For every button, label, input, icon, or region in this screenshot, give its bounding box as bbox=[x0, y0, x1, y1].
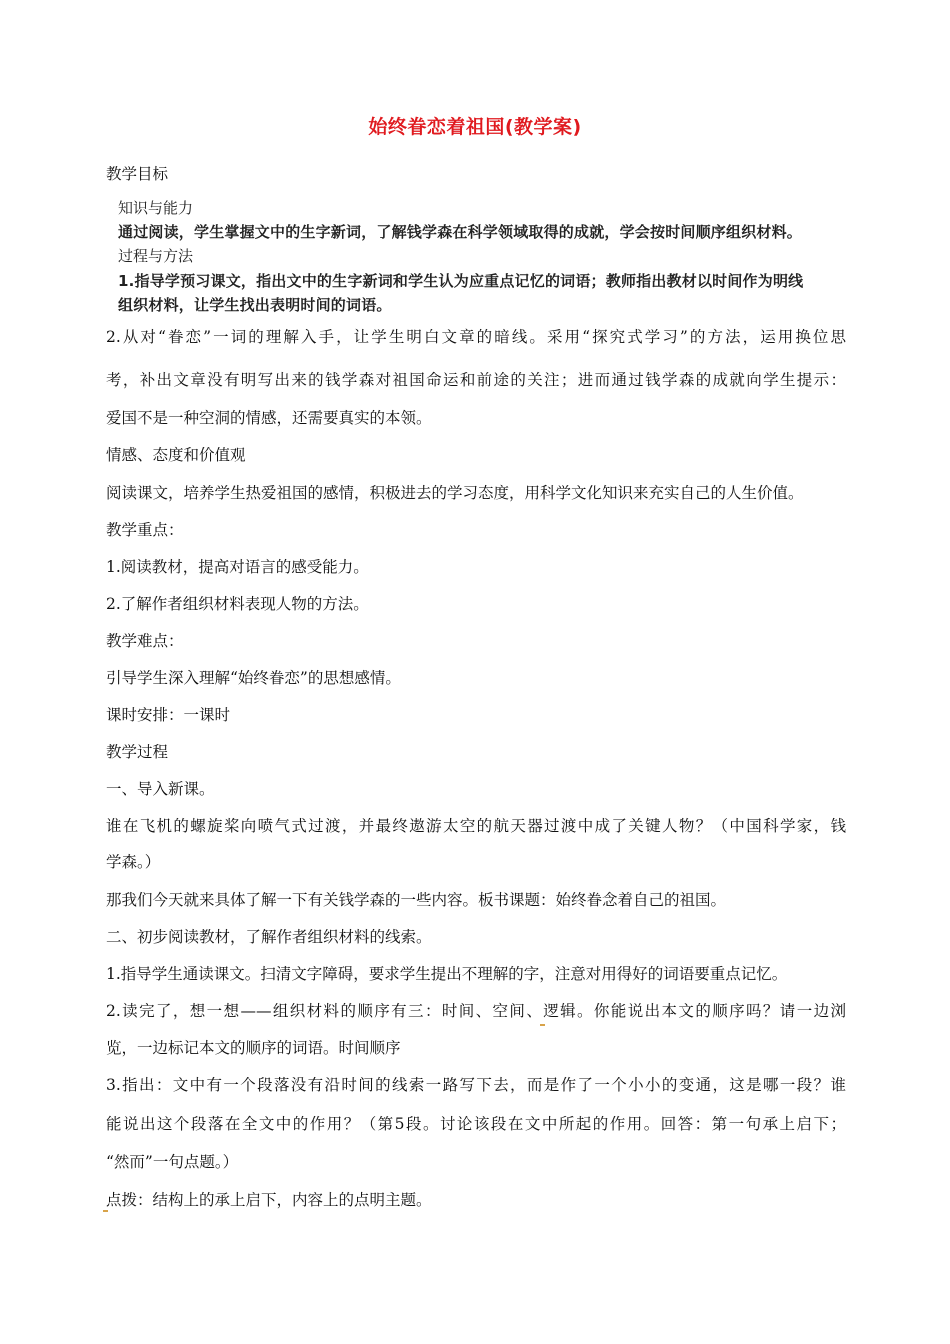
heading-teaching-process: 教学过程 bbox=[106, 743, 169, 761]
paragraph-knowledge: 通过阅读，学生掌握文中的生字新词，了解钱学森在科学领域取得的成就，学会按时间顺序组织材料。 bbox=[118, 223, 803, 241]
paragraph-process-2a: 2.从对“眷恋”一词的理解入手，让学生明白文章的暗线。采用“探究式学习”的方法，运用换位思 bbox=[106, 328, 846, 346]
section-2-tip: 点拨：结构上的承上启下，内容上的点明主题。 bbox=[106, 1191, 432, 1209]
section-2-step-3a: 3.指出：文中有一个段落没有沿时间的线索一路写下去，而是作了一个小小的变通，这是哪一段？谁 bbox=[106, 1076, 846, 1094]
key-point-2: 2.了解作者组织材料表现人物的方法。 bbox=[106, 595, 369, 613]
section-2-step-2b: 览，一边标记本文的顺序的词语。时间顺序 bbox=[106, 1039, 401, 1057]
paragraph-difficulties: 引导学生深入理解“始终眷恋”的思想感情。 bbox=[106, 669, 401, 687]
section-2-step-3b: 能说出这个段落在全文中的作用？（第5段。讨论该段在文中所起的作用。回答：第一句承上启下； bbox=[106, 1115, 846, 1133]
section-1-heading: 一、导入新课。 bbox=[106, 780, 215, 798]
paragraph-process-1a: 1.指导学预习课文，指出文中的生字新词和学生认为应重点记忆的词语；教师指出教材以时间作为明线 bbox=[118, 272, 804, 290]
section-2-step-2a: 2.读完了，想一想——组织材料的顺序有三：时间、空间、逻辑。你能说出本文的顺序吗？请一边浏 bbox=[106, 1002, 846, 1020]
document-title: 始终眷恋着祖国(教学案) bbox=[368, 116, 582, 138]
section-2-heading: 二、初步阅读教材，了解作者组织材料的线索。 bbox=[106, 928, 432, 946]
heading-emotion-values: 情感、态度和价值观 bbox=[106, 446, 246, 464]
subheading-knowledge: 知识与能力 bbox=[118, 199, 194, 217]
heading-difficulties: 教学难点： bbox=[106, 632, 184, 650]
section-1-question-a: 谁在飞机的螺旋桨向喷气式过渡，并最终遨游太空的航天器过渡中成了关键人物？（中国科学家，钱 bbox=[106, 817, 846, 835]
ink-mark bbox=[103, 1210, 108, 1212]
paragraph-process-2b: 考，补出文章没有明写出来的钱学森对祖国命运和前途的关注；进而通过钱学森的成就向学生提示： bbox=[106, 371, 846, 389]
ink-mark bbox=[540, 1024, 545, 1026]
paragraph-process-2c: 爱国不是一种空洞的情感，还需要真实的本领。 bbox=[106, 409, 432, 427]
paragraph-process-1b: 组织材料，让学生找出表明时间的词语。 bbox=[118, 296, 392, 314]
subheading-process: 过程与方法 bbox=[118, 247, 194, 265]
paragraph-emotion-values: 阅读课文，培养学生热爱祖国的感情，积极进去的学习态度，用科学文化知识来充实自己的人生价值。 bbox=[106, 484, 804, 502]
section-2-step-3c: “然而”一句点题。） bbox=[106, 1153, 239, 1171]
heading-key-points: 教学重点： bbox=[106, 521, 184, 539]
section-2-step-1: 1.指导学生通读课文。扫清文字障碍，要求学生提出不理解的字，注意对用得好的词语要重点记忆。 bbox=[106, 965, 788, 983]
section-1-question-b: 学森。） bbox=[106, 853, 161, 871]
class-schedule: 课时安排：一课时 bbox=[106, 706, 231, 724]
section-1-intro: 那我们今天就来具体了解一下有关钱学森的一些内容。板书课题：始终眷念着自己的祖国。 bbox=[106, 891, 727, 909]
key-point-1: 1.阅读教材，提高对语言的感受能力。 bbox=[106, 558, 369, 576]
heading-teaching-goals: 教学目标 bbox=[106, 165, 169, 183]
